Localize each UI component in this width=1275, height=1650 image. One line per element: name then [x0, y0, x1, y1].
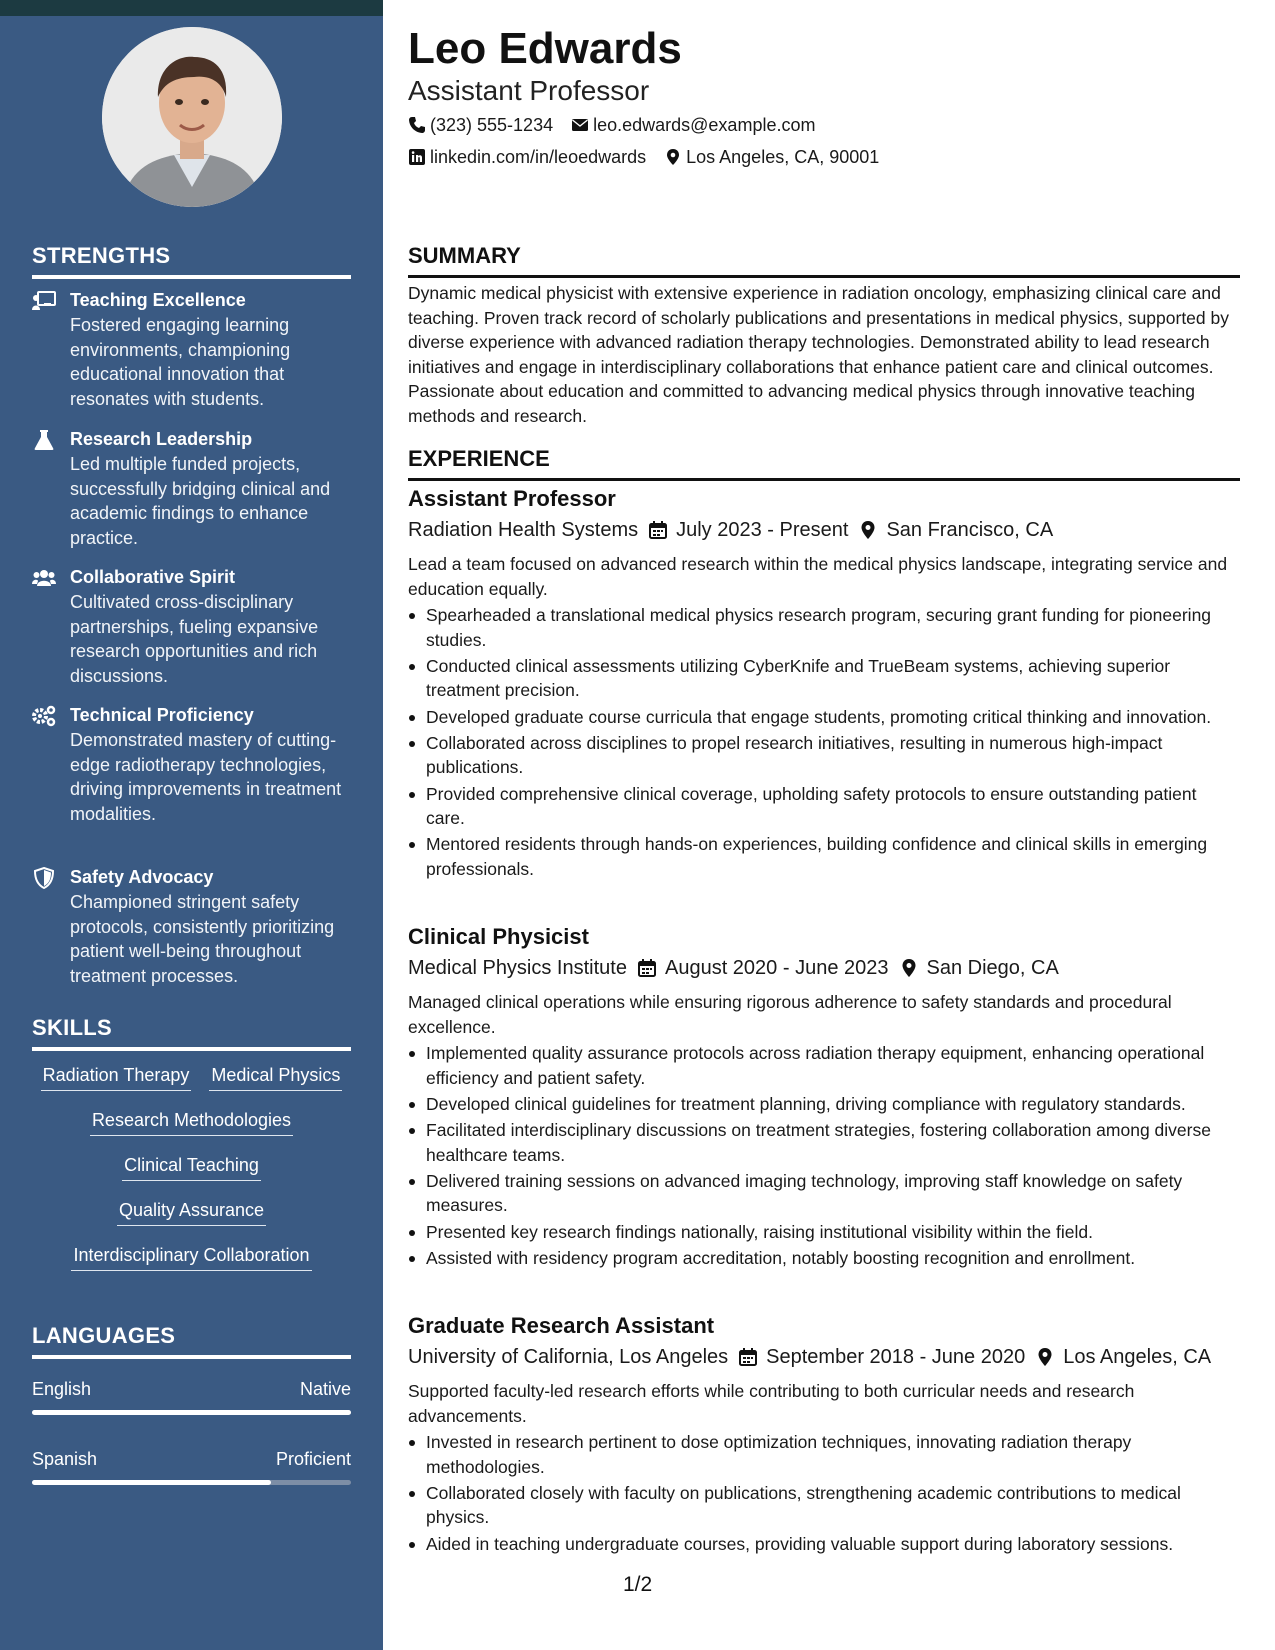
- linkedin-icon: [408, 148, 426, 166]
- strength-title: Technical Proficiency: [70, 705, 254, 725]
- job-dates-text: September 2018 - June 2020: [766, 1346, 1026, 1368]
- job-title: Assistant Professor: [408, 486, 616, 511]
- skills-row: [32, 1199, 351, 1226]
- sidebar: [0, 0, 383, 1650]
- map-pin-icon: [899, 958, 919, 978]
- candidate-name: Leo Edwards: [408, 24, 682, 73]
- job-description: Managed clinical operations while ensuring rigorous adherence to safety standards and procedural excellence.: [408, 992, 1172, 1037]
- location-text: Los Angeles, CA, 90001: [686, 147, 880, 167]
- list-item: Conducted clinical assessments utilizing CyberKnife and TrueBeam systems, achieving superior treatment precision.: [408, 654, 1240, 703]
- skill-tag: Research Methodologies: [90, 1109, 293, 1136]
- job-meta: [408, 955, 1059, 981]
- skill-tag: Radiation Therapy: [41, 1064, 192, 1091]
- skill-tag: Medical Physics: [209, 1064, 342, 1091]
- list-item: Spearheaded a translational medical physics research program, securing grant funding for pioneering studies.: [408, 603, 1240, 652]
- strength-title: Research Leadership: [70, 429, 253, 449]
- job-bullets: [408, 1430, 1240, 1558]
- job-company: University of California, Los Angeles: [408, 1346, 729, 1368]
- linkedin-contact[interactable]: [408, 146, 646, 168]
- language-proficiency-fill: [32, 1480, 271, 1485]
- list-item: Assisted with residency program accreditation, notably boosting recognition and enrollment.: [408, 1246, 1240, 1271]
- language-level: Native: [299, 1379, 351, 1399]
- languages-heading: LANGUAGES: [32, 1323, 351, 1359]
- calendar-icon: [637, 958, 657, 978]
- calendar-icon: [738, 1347, 758, 1367]
- language-item: [32, 1448, 351, 1485]
- job-title: Clinical Physicist: [408, 924, 589, 949]
- list-item: Aided in teaching undergraduate courses, providing valuable support during laboratory sessions.: [408, 1532, 1240, 1557]
- job-bullets: [408, 1041, 1240, 1272]
- job-company: Radiation Health Systems: [408, 519, 639, 541]
- strength-description: Demonstrated mastery of cutting-edge radiotherapy technologies, driving improvements in treatment modalities.: [70, 730, 342, 824]
- job-location-text: San Francisco, CA: [886, 519, 1054, 541]
- language-proficiency-bar: [32, 1410, 351, 1415]
- contact-row: [408, 146, 879, 168]
- strength-description: Fostered engaging learning environments, championing educational innovation that resonates with students.: [70, 315, 291, 409]
- strengths-heading: STRENGTHS: [32, 243, 351, 279]
- list-item: Collaborated closely with faculty on publications, strengthening academic contributions to medical physics.: [408, 1481, 1240, 1530]
- avatar: [102, 27, 282, 207]
- job-location: [858, 517, 1053, 543]
- list-item: Developed graduate course curricula that engage students, promoting critical thinking and innovation.: [408, 705, 1240, 730]
- list-item: Mentored residents through hands-on experiences, building confidence and clinical skills in emerging professionals.: [408, 832, 1240, 881]
- summary-heading: SUMMARY: [408, 243, 1240, 278]
- job-description: Supported faculty-led research efforts while contributing to both curricular needs and research advancements.: [408, 1381, 1135, 1426]
- job-dates: [738, 1344, 1025, 1370]
- envelope-icon: [571, 116, 589, 134]
- strength-title: Teaching Excellence: [70, 290, 246, 310]
- phone-icon: [408, 116, 426, 134]
- list-item: Provided comprehensive clinical coverage, upholding safety protocols to ensure outstanding patient care.: [408, 782, 1240, 831]
- skill-tag: Clinical Teaching: [122, 1154, 261, 1181]
- job-location-text: San Diego, CA: [926, 957, 1059, 979]
- strength-title: Safety Advocacy: [70, 867, 214, 887]
- list-item: Developed clinical guidelines for treatment planning, driving compliance with regulatory standards.: [408, 1092, 1240, 1117]
- summary-text: Dynamic medical physicist with extensive experience in radiation oncology, emphasizing clinical care and teaching. Proven track record of scholarly publications and presentations in medical physics, supported by diverse experience with advanced radiation therapy technologies. Demonstrated ability to lead research initiatives and engage in interdisciplinary collaborations that enhance patient care and clinical outcomes. Passionate about education and committed to advancing medical physics through innovative teaching methods and research.: [408, 283, 1229, 426]
- skills-heading: SKILLS: [32, 1015, 351, 1051]
- language-proficiency-bar: [32, 1480, 351, 1485]
- skill-tag: Quality Assurance: [117, 1199, 266, 1226]
- language-name: Spanish: [32, 1449, 98, 1469]
- skill-tag: Interdisciplinary Collaboration: [71, 1244, 311, 1271]
- job-location: [1035, 1344, 1211, 1370]
- teacher-board-icon: [32, 290, 56, 312]
- job-title: Graduate Research Assistant: [408, 1313, 715, 1338]
- strength-description: Led multiple funded projects, successfully bridging clinical and academic findings to enhance practice.: [70, 454, 331, 548]
- list-item: Facilitated interdisciplinary discussions on treatment strategies, fostering collaboration among diverse healthcare teams.: [408, 1118, 1240, 1167]
- job-dates-text: August 2020 - June 2023: [664, 957, 889, 979]
- flask-icon: [32, 429, 56, 451]
- job-location: [899, 955, 1059, 981]
- job-dates: [637, 955, 889, 981]
- job-location-text: Los Angeles, CA: [1063, 1346, 1212, 1368]
- language-item: [32, 1378, 351, 1415]
- strength-title: Collaborative Spirit: [70, 567, 236, 587]
- sidebar-top-bar: [0, 0, 383, 16]
- language-proficiency-fill: [32, 1410, 351, 1415]
- map-pin-icon: [664, 148, 682, 166]
- skills-row: [32, 1109, 351, 1136]
- linkedin-link[interactable]: linkedin.com/in/leoedwards: [430, 147, 647, 167]
- job-meta: [408, 1344, 1211, 1370]
- list-item: Delivered training sessions on advanced imaging technology, improving staff knowledge on safety measures.: [408, 1169, 1240, 1218]
- map-pin-icon: [858, 520, 878, 540]
- calendar-icon: [648, 520, 668, 540]
- job-bullets: [408, 603, 1240, 883]
- skills-row: [32, 1064, 351, 1091]
- email-link[interactable]: leo.edwards@example.com: [593, 115, 816, 135]
- list-item: Collaborated across disciplines to propel research initiatives, resulting in numerous high-impact publications.: [408, 731, 1240, 780]
- skills-row: [32, 1244, 351, 1271]
- strength-description: Cultivated cross-disciplinary partnerships, fueling expansive research opportunities and rich discussions.: [70, 592, 319, 686]
- experience-heading: EXPERIENCE: [408, 446, 1240, 481]
- gears-icon: [32, 705, 56, 727]
- email-contact[interactable]: [571, 114, 815, 136]
- job-meta: [408, 517, 1053, 543]
- job-dates-text: July 2023 - Present: [676, 519, 849, 541]
- job-description: Lead a team focused on advanced research within the medical physics landscape, integrating service and education equally.: [408, 554, 1228, 599]
- candidate-title: Assistant Professor: [408, 75, 650, 106]
- shield-icon: [32, 867, 56, 889]
- page-number: 1/2: [623, 1573, 653, 1596]
- language-level: Proficient: [275, 1449, 351, 1469]
- language-name: English: [32, 1379, 92, 1399]
- job-company: Medical Physics Institute: [408, 957, 627, 979]
- avatar-photo: [102, 27, 282, 207]
- phone-contact: [408, 114, 553, 136]
- list-item: Invested in research pertinent to dose optimization techniques, innovating radiation therapy methodologies.: [408, 1430, 1240, 1479]
- skills-row: [32, 1154, 351, 1181]
- users-icon: [32, 567, 56, 589]
- phone-text: (323) 555-1234: [430, 115, 554, 135]
- location-contact: [664, 146, 879, 168]
- list-item: Presented key research findings nationally, raising institutional visibility within the field.: [408, 1220, 1240, 1245]
- list-item: Implemented quality assurance protocols across radiation therapy equipment, enhancing operational efficiency and patient safety.: [408, 1041, 1240, 1090]
- job-dates: [648, 517, 848, 543]
- strength-description: Championed stringent safety protocols, consistently prioritizing patient well-being throughout treatment processes.: [70, 892, 335, 986]
- map-pin-icon: [1035, 1347, 1055, 1367]
- contact-row: [408, 114, 815, 136]
